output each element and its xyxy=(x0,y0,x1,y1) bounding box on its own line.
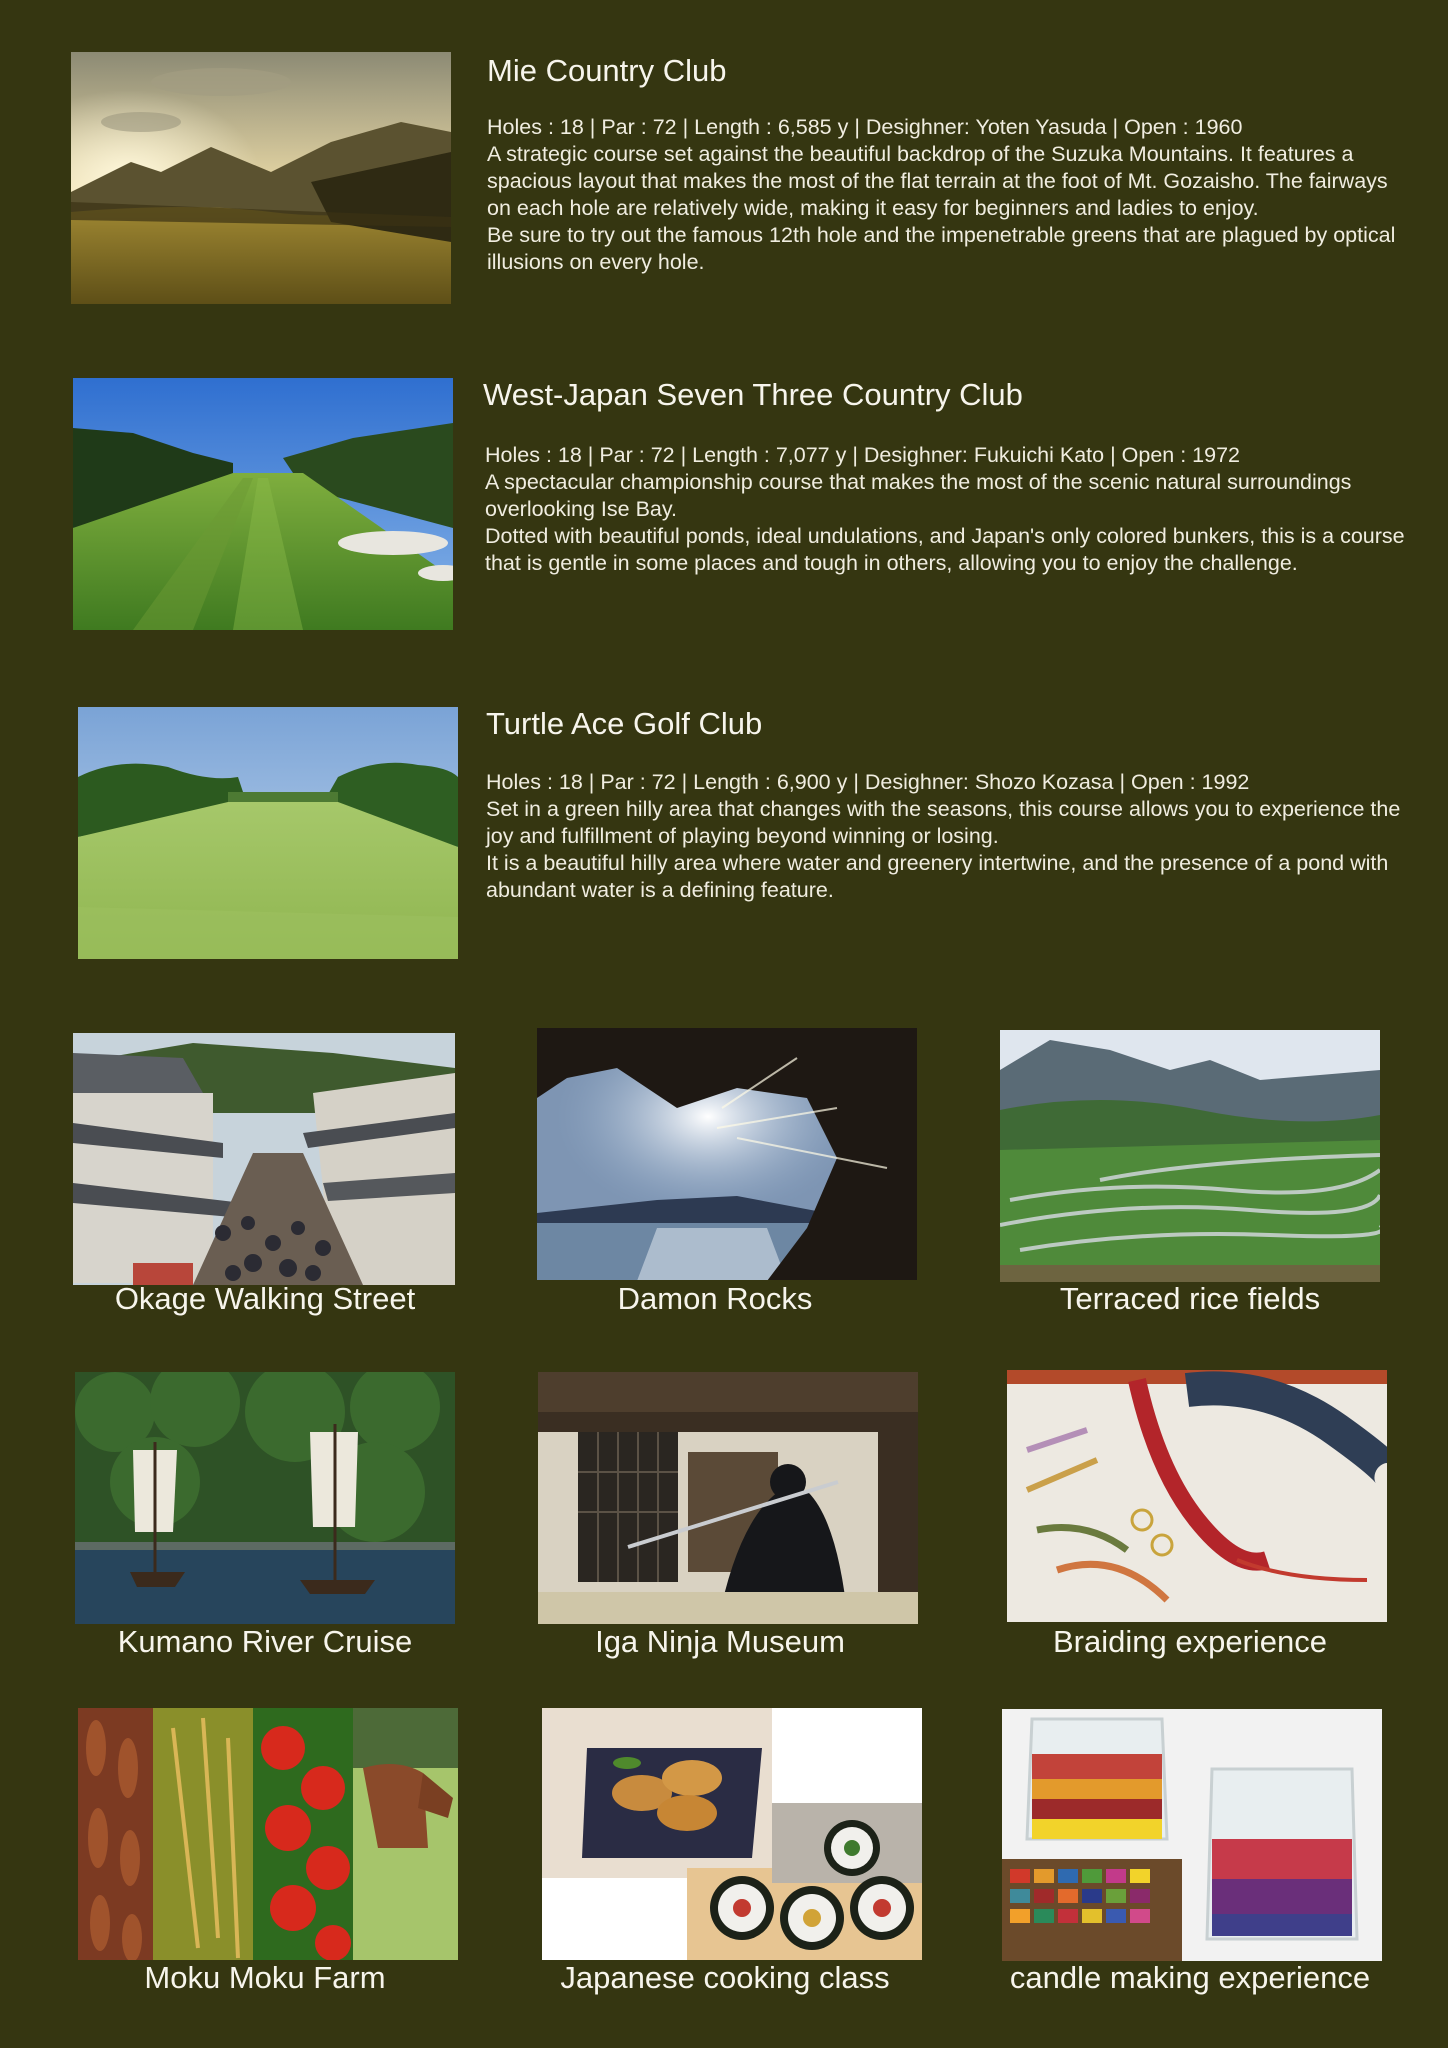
sailboats-river-photo xyxy=(75,1372,457,1624)
attraction-caption: Damon Rocks xyxy=(617,1281,813,1316)
attraction-caption: Terraced rice fields xyxy=(1059,1281,1321,1316)
attraction-caption: candle making experience xyxy=(1009,1960,1371,1995)
course-info xyxy=(483,378,1413,577)
course-section xyxy=(0,707,1448,967)
sushi-inari-photo xyxy=(542,1708,924,1960)
rice-terraces-photo xyxy=(1000,1030,1382,1282)
farm-collage-photo xyxy=(78,1708,460,1960)
course-stats: Holes : 18 | Par : 72 | Length : 6,900 y | Desighner: Shozo Kozasa | Open : 1992 xyxy=(486,770,1250,794)
hilly-fairway-photo xyxy=(78,707,458,959)
course-title: West-Japan Seven Three Country Club xyxy=(483,377,1023,412)
attraction-caption: Kumano River Cruise xyxy=(117,1624,413,1659)
course-description: Dotted with beautiful ponds, ideal undulations, and Japan's only colored bunkers, this is a course that is gentle in some places and tough in others, allowing you to enjoy the challenge. xyxy=(485,524,1405,575)
course-stats: Holes : 18 | Par : 72 | Length : 7,077 y | Desighner: Fukuichi Kato | Open : 1972 xyxy=(485,443,1240,467)
attraction-caption: Iga Ninja Museum xyxy=(595,1624,845,1659)
attraction-caption: Braiding experience xyxy=(1052,1624,1327,1659)
course-section xyxy=(0,378,1448,638)
course-description: Set in a green hilly area that changes with the seasons, this course allows you to experience the joy and fulfillment of playing beyond winning or losing. xyxy=(486,797,1401,848)
fairway-bunker-photo xyxy=(73,378,453,630)
candle-jars-photo xyxy=(1002,1709,1384,1961)
course-title: Turtle Ace Golf Club xyxy=(486,706,763,741)
sunset-golf-course-photo xyxy=(71,52,451,304)
attraction-caption: Japanese cooking class xyxy=(560,1960,890,1995)
attraction-caption: Moku Moku Farm xyxy=(144,1960,386,1995)
course-description: It is a beautiful hilly area where water and greenery intertwine, and the presence of a pond with abundant water is a defining feature. xyxy=(486,851,1389,902)
old-street-crowd-photo xyxy=(73,1033,455,1285)
course-section xyxy=(0,52,1448,312)
course-description: A spectacular championship course that makes the most of the scenic natural surroundings overlooking Ise Bay. xyxy=(485,470,1352,521)
course-stats: Holes : 18 | Par : 72 | Length : 6,585 y | Desighner: Yoten Yasuda | Open : 1960 xyxy=(487,115,1243,139)
course-info xyxy=(487,54,1417,276)
sea-cave-sunburst-photo xyxy=(537,1028,919,1280)
attraction-caption: Okage Walking Street xyxy=(114,1281,416,1316)
braided-cords-photo xyxy=(1007,1370,1389,1622)
course-description: Be sure to try out the famous 12th hole and the impenetrable greens that are plagued by optical illusions on every hole. xyxy=(487,223,1396,274)
course-description: A strategic course set against the beautiful backdrop of the Suzuka Mountains. It features a spacious layout that makes the most of the flat terrain at the foot of Mt. Gozaisho. The fairways on each hole are relatively wide, making it easy for beginners and ladies to enjoy. xyxy=(487,142,1388,220)
course-title: Mie Country Club xyxy=(487,53,727,88)
ninja-sword-photo xyxy=(538,1372,920,1624)
course-info xyxy=(486,707,1416,904)
